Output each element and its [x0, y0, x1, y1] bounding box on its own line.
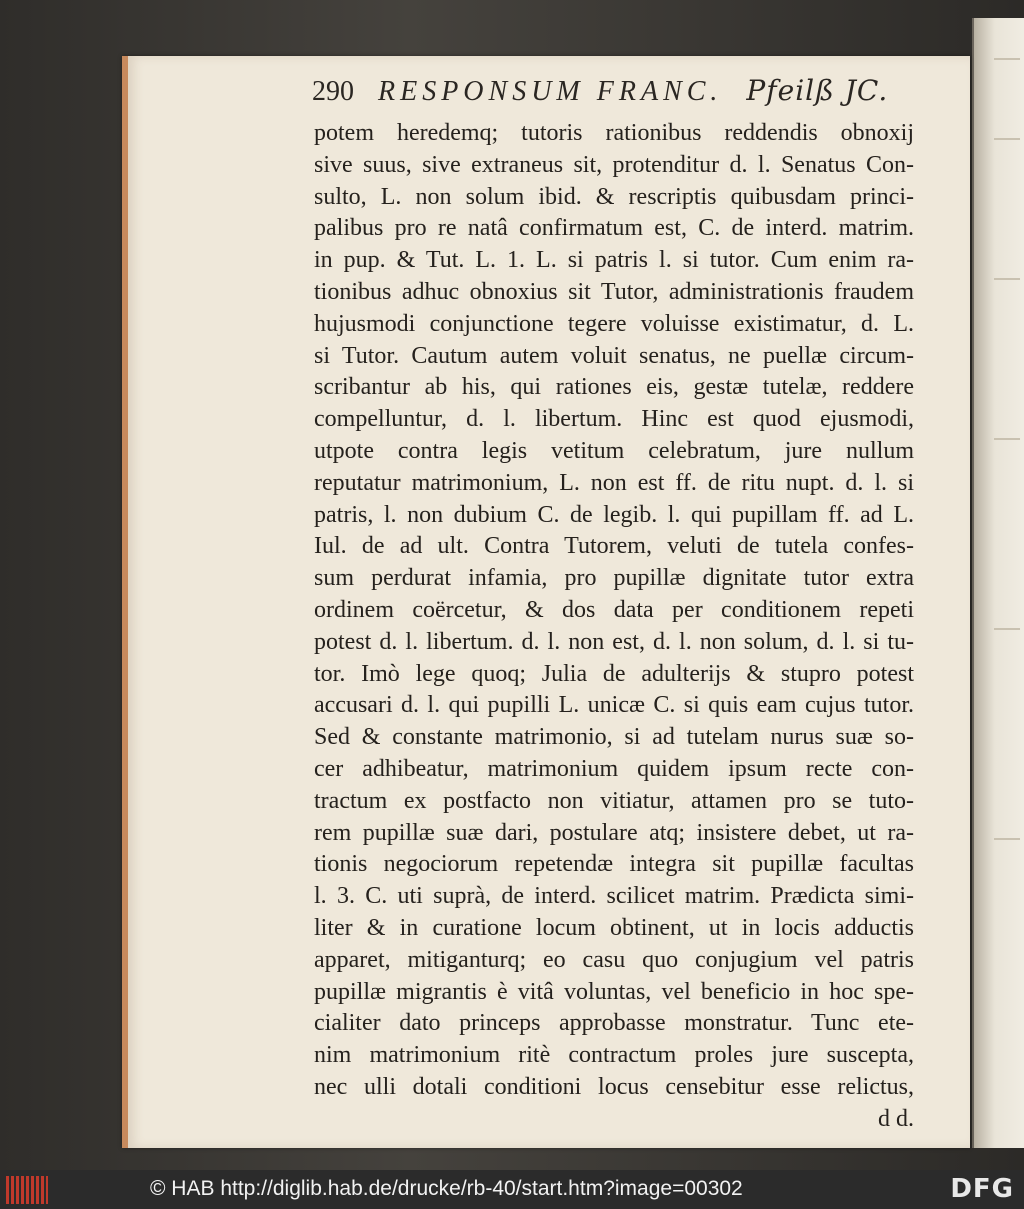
catchword: d d. [878, 1105, 914, 1132]
text-line: sulto, L. non solum ibid. & rescriptis quibusdam princi- [314, 183, 914, 210]
text-line: scribantur ab his, qui rationes eis, gestæ tutelæ, reddere [314, 374, 914, 401]
facing-page-edge [972, 18, 1024, 1148]
text-line: potest d. l. libertum. d. l. non est, d. l. non solum, d. l. si tu- [314, 628, 914, 655]
viewer-footer [0, 1170, 1024, 1209]
text-line: ordinem coërcetur, & dos data per conditionem repeti [314, 596, 914, 623]
text-line: rem pupillæ suæ dari, postulare atq; insistere debet, ut ra- [314, 819, 914, 846]
text-line: in pup. & Tut. L. 1. L. si patris l. si tutor. Cum enim ra- [314, 247, 914, 274]
text-line: utpote contra legis vetitum celebratum, jure nullum [314, 437, 914, 464]
text-line: compelluntur, d. l. libertum. Hinc est quod ejusmodi, [314, 406, 914, 433]
text-line: reputatur matrimonium, L. non est ff. de ritu nupt. d. l. si [314, 469, 914, 496]
text-line: nec ulli dotali conditioni locus censebitur esse relictus, [314, 1073, 914, 1100]
text-line: cialiter dato princeps approbasse monstratur. Tunc ete- [314, 1010, 914, 1037]
source-credit-link[interactable]: © HAB http://diglib.hab.de/drucke/rb-40/start.htm?image=00302 [150, 1177, 743, 1200]
text-line: tionis negociorum repetendæ integra sit pupillæ facultas [314, 851, 914, 878]
text-line: accusari d. l. qui pupilli L. unicæ C. si quis eam cujus tutor. [314, 692, 914, 719]
text-line: si Tutor. Cautum autem voluit senatus, ne puellæ circum- [314, 342, 914, 369]
text-line: nim matrimonium ritè contractum proles jure suscepta, [314, 1042, 914, 1069]
text-line: sive suus, sive extraneus sit, protenditur d. l. Senatus Con- [314, 151, 914, 178]
text-line: patris, l. non dubium C. de legib. l. qui pupillam ff. ad L. [314, 501, 914, 528]
text-line: Sed & constante matrimonio, si ad tutelam nurus suæ so- [314, 724, 914, 751]
text-line: liter & in curatione locum obtinent, ut in locis adductis [314, 914, 914, 941]
text-line: apparet, mitiganturq; eo casu quo conjugium vel patris [314, 946, 914, 973]
text-line: hujusmodi conjunctione tegere voluisse existimatur, d. L. [314, 310, 914, 337]
body-text [314, 118, 914, 1136]
author-name: Pfeilß JC. [746, 74, 889, 107]
page-number: 290 [312, 76, 354, 107]
text-line: Iul. de ad ult. Contra Tutorem, veluti de tutela confes- [314, 533, 914, 560]
running-header [312, 74, 889, 118]
text-line: tor. Imò lege quoq; Julia de adulterijs & stupro potest [314, 660, 914, 687]
text-line: tractum ex postfacto non vitiatur, attamen pro se tuto- [314, 787, 914, 814]
library-logo-icon[interactable] [6, 1176, 48, 1204]
running-title: RESPONSUM FRANC. [378, 76, 723, 107]
text-line: sum perdurat infamia, pro pupillæ dignitate tutor extra [314, 565, 914, 592]
text-line: palibus pro re natâ confirmatum est, C. de interd. matrim. [314, 215, 914, 242]
sponsor-logo[interactable]: DFG [950, 1174, 1014, 1204]
text-line: pupillæ migrantis è vitâ voluntas, vel beneficio in hoc spe- [314, 978, 914, 1005]
text-line: tionibus adhuc obnoxius sit Tutor, administrationis fraudem [314, 278, 914, 305]
text-line: l. 3. C. uti suprà, de interd. scilicet matrim. Prædicta simi- [314, 883, 914, 910]
text-line: potem heredemq; tutoris rationibus reddendis obnoxij [314, 120, 914, 146]
text-line: cer adhibeatur, matrimonium quidem ipsum recte con- [314, 755, 914, 782]
